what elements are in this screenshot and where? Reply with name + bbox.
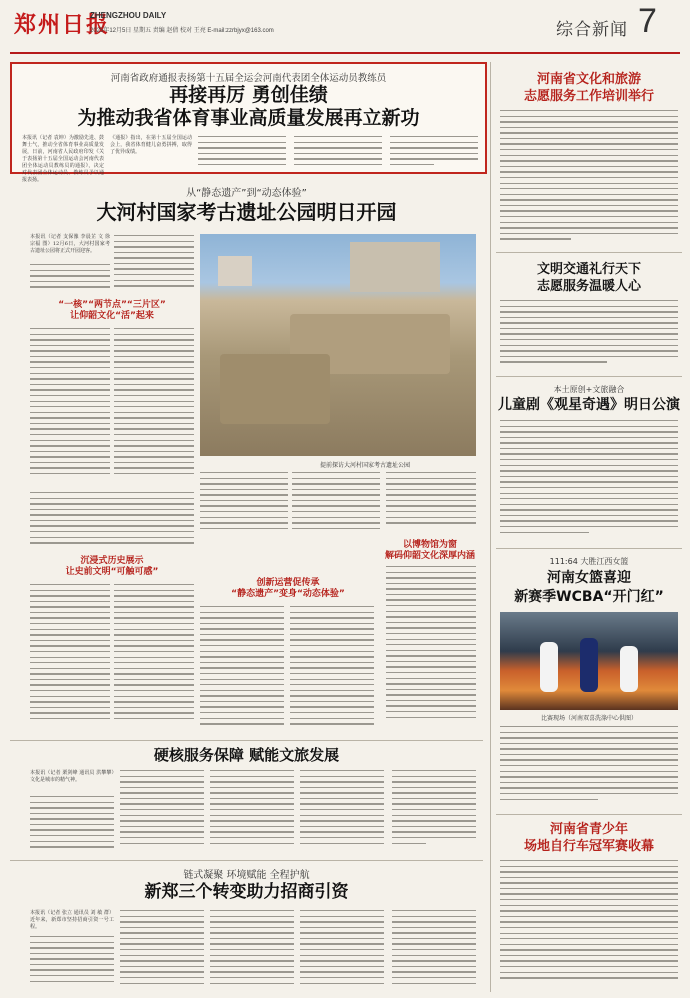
archaeology-text-j <box>200 606 284 736</box>
side-article-1-text <box>500 110 678 246</box>
xinzheng-text-a <box>30 936 114 992</box>
column-divider <box>490 62 491 992</box>
side-divider <box>496 548 682 549</box>
archaeology-text-i <box>386 472 476 534</box>
side-article-4-text <box>500 726 678 810</box>
featured-article <box>10 62 487 183</box>
section-title: 综合新闻 <box>556 20 628 40</box>
featured-kicker: 河南省政府通报表扬第十五届全运会河南代表团全体运动员教练员 <box>110 73 387 84</box>
featured-lead: 本报讯（记者 袁坤）为激励先进、鼓舞士气，推动全省体育事业高质量发展，日前，河南省人民政府印发《关于表扬第十五届全国运动会河南代表团全体运动员教练员的通报》，决定对代表团全体运动员、教练员予以通报表扬。 <box>22 135 104 183</box>
archaeology-text-a2 <box>30 264 110 294</box>
featured-text-col-5 <box>390 136 478 170</box>
xinzheng-text-d <box>300 910 384 992</box>
xinzheng-headline: 新郑三个转变助力招商引资 <box>144 882 349 902</box>
section-divider <box>10 740 483 741</box>
newspaper-english-name: ZHENGZHOU DAILY <box>90 11 167 20</box>
archaeology-subhead-4: 以博物馆为窗 解码仰韶文化深厚内涵 <box>384 540 475 561</box>
service-text-d <box>300 770 384 854</box>
side-headline-5a: 河南省青少年 <box>549 822 628 837</box>
building-shape <box>350 242 440 292</box>
service-text-b <box>120 770 204 854</box>
masthead <box>0 0 690 58</box>
side-kicker-4: 111:64 大胜江西女篮 <box>549 557 629 566</box>
archaeology-text-a <box>114 235 194 295</box>
side-article-3-text <box>500 420 678 544</box>
player-shape <box>620 646 638 692</box>
side-headline-1a: 河南省文化和旅游 <box>536 72 641 87</box>
archaeology-text-k <box>290 606 374 736</box>
service-byline: 本报讯（记者 栗剑峰 通讯员 洪攀攀）文化是城市的精气神。 <box>30 770 114 783</box>
photo-caption: 提前探访大河村国家考古遗址公园 <box>319 462 410 469</box>
featured-text-col-3 <box>198 136 286 170</box>
newspaper-logo: 郑州日报 <box>14 12 111 38</box>
archaeology-photo <box>200 234 476 456</box>
archaeology-subhead-2: 沉浸式历史展示 让史前文明“可触可感” <box>65 556 159 577</box>
side-headline-4a: 河南女篮喜迎 <box>547 570 631 586</box>
xinzheng-text-e <box>392 910 476 992</box>
section-divider <box>10 860 483 861</box>
dateline: 2025年12月5日 星期五 责编 赵倩 校对 王亮 E-mail:zzrbjyx@163.com <box>90 28 274 34</box>
service-text-e <box>392 770 476 854</box>
archaeology-subhead-1: “一核”“两节点”“三片区” 让仰韶文化“活”起来 <box>58 300 166 321</box>
player-shape <box>540 642 558 692</box>
side-article-2-text <box>500 300 678 372</box>
featured-headline-2: 为推动我省体育事业高质量发展再立新功 <box>77 107 420 129</box>
service-headline: 硬核服务保障 赋能文旅发展 <box>153 746 340 764</box>
side-headline-2b: 志愿服务温暖人心 <box>536 279 641 294</box>
side-kicker-3: 本土原创+文旅融合 <box>553 385 625 394</box>
archaeology-byline: 本报讯（记者 支保豫 李晨芷 文 徐宗福 图）12月6日，大河村国家考古遗址公园将正式开园迎客。 <box>30 234 110 254</box>
side-headline-1b: 志愿服务工作培训举行 <box>523 89 654 104</box>
xinzheng-byline: 本报讯（记者 张立 通讯员 刘 敏 群）近年来，新郑市坚持招商引资一号工程。 <box>30 910 114 930</box>
service-text-a <box>30 796 114 854</box>
side-divider <box>496 252 682 253</box>
basketball-photo <box>500 612 678 710</box>
archaeology-kicker: 从“静态遗产”到“动态体验” <box>186 188 307 199</box>
featured-lead-2: 《通报》指出，在第十五届全国运动会上，我省体育健儿奋勇拼搏，取得了优异成绩。 <box>110 135 192 155</box>
excavation-pit <box>220 354 330 424</box>
archaeology-text-b <box>30 328 110 488</box>
archaeology-text-e <box>30 584 110 736</box>
side-divider <box>496 814 682 815</box>
archaeology-text-c <box>114 328 194 488</box>
featured-text-col-4 <box>294 136 382 170</box>
archaeology-text-d <box>30 492 194 552</box>
side-headline-3: 儿童剧《观星奇遇》明日公演 <box>498 397 680 413</box>
archaeology-text-f <box>114 584 194 736</box>
side-headline-2a: 文明交通礼行天下 <box>536 262 641 277</box>
xinzheng-text-b <box>120 910 204 992</box>
archaeology-text-g <box>200 472 288 536</box>
archaeology-text-l <box>386 566 476 736</box>
side-headline-4b: 新赛季WCBA“开门红” <box>514 589 664 605</box>
page-number: 7 <box>638 2 657 40</box>
player-shape <box>580 638 598 692</box>
service-text-c <box>210 770 294 854</box>
archaeology-headline: 大河村国家考古遗址公园明日开园 <box>96 200 397 224</box>
side-article-5-text <box>500 860 678 992</box>
xinzheng-text-c <box>210 910 294 992</box>
side-headline-5b: 场地自行车冠军赛收幕 <box>523 839 654 854</box>
header-rule <box>10 52 680 54</box>
building-shape <box>218 256 252 286</box>
xinzheng-kicker: 链式凝聚 环境赋能 全程护航 <box>183 870 310 881</box>
featured-headline-1: 再接再厉 勇创佳绩 <box>169 84 328 106</box>
archaeology-subhead-3: 创新运营促传承 “静态遗产”变身“动态体验” <box>231 578 345 599</box>
archaeology-text-h <box>292 472 380 536</box>
side-divider <box>496 376 682 377</box>
basketball-photo-caption: 比赛现场（河南双喜洗涤中心供图） <box>540 715 637 722</box>
